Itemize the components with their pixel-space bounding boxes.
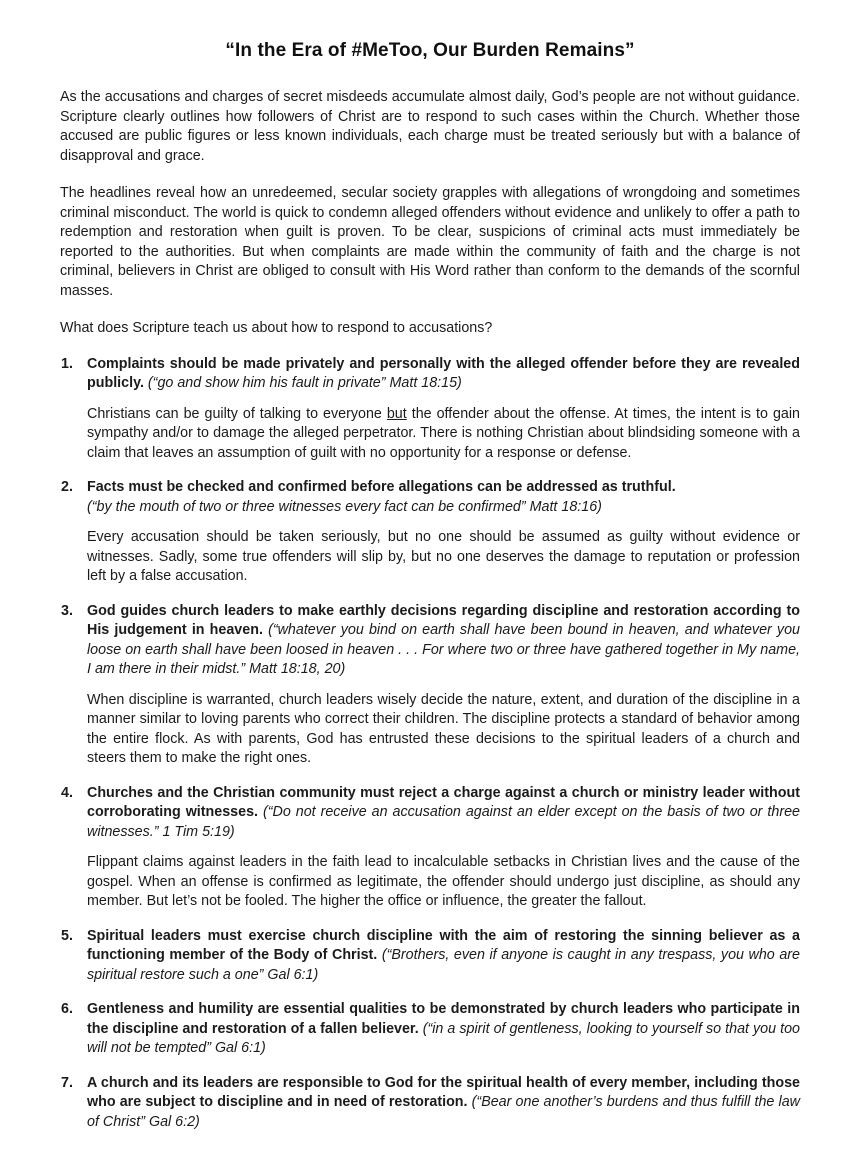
list-item-number: 7. <box>61 1074 73 1091</box>
list-item-heading <box>87 927 800 986</box>
list-item-number: 2. <box>61 479 73 495</box>
list-item-body: When discipline is warranted, church leaders wisely decide the nature, extent, and duration of the discipline in a manner similar to loving parents who correct their children. The discipline protects a standard of behavior among the entire flock. As with parents, God has entrusted these decisions to the spiritual leaders of a church and steers them to make the right ones. <box>87 691 800 766</box>
list-item-citation: (“by the mouth of two or three witnesses every fact can be confirmed” Matt 18:16) <box>87 498 602 515</box>
list-item-body-emphasis: but <box>386 405 407 422</box>
list-item-heading <box>87 1074 800 1133</box>
list-item-number: 6. <box>61 1001 73 1017</box>
list-item-heading-text: Spiritual leaders must exercise church discipline with the aim of restoring the sinning believer as a functioning member of the Body of Christ. <box>87 927 800 963</box>
intro-paragraph-1: As the accusations and charges of secret misdeeds accumulate almost daily, God’s people are not without guidance. Scripture clearly outlines how followers of Christ are to respond to such cases within the Church. Whether those accused are public figures or less known individuals, each charge must be treated seriously but with a balance of disapproval and grace. <box>60 89 800 164</box>
list-item-heading <box>87 1000 800 1059</box>
list-item-heading-text: Gentleness and humility are essential qualities to be demonstrated by church leaders who participate in the discipline and restoration of a fallen believer. <box>87 1001 800 1037</box>
list-item-heading-text: A church and its leaders are responsible to God for the spiritual health of every member, including those who are subject to discipline and in need of restoration. <box>87 1074 800 1110</box>
scripture-question: What does Scripture teach us about how to respond to accusations? <box>60 320 493 336</box>
list-item-heading <box>87 784 800 843</box>
list-item <box>60 1000 800 1059</box>
list-item-heading <box>87 478 800 517</box>
page-title: “In the Era of #MeToo, Our Burden Remains” <box>225 40 635 61</box>
list-item-heading-text: God guides church leaders to make earthly decisions regarding discipline and restoration according to His judgement in heaven. <box>87 602 800 638</box>
list-item <box>60 602 800 769</box>
list-item-body <box>87 405 800 464</box>
list-item-citation: (“go and show him his fault in private” Matt 18:15) <box>147 375 462 391</box>
list-item <box>60 478 800 587</box>
list-item-heading-text: Facts must be checked and confirmed before allegations can be addressed as truthful. <box>87 479 676 495</box>
list-item <box>60 927 800 986</box>
list-item <box>60 784 800 912</box>
list-item-citation: (“Brothers, even if anyone is caught in any trespass, you who are spiritual restore such a one” Gal 6:1) <box>87 947 800 983</box>
list-item-heading-text: Churches and the Christian community must reject a charge against a church or ministry leader without corroborating witnesses. <box>87 784 800 820</box>
list-item-number: 3. <box>61 602 73 619</box>
list-item-heading-text: Complaints should be made privately and personally with the alleged offender before they are revealed publicly. <box>87 355 800 391</box>
list-item-citation: (“Do not receive an accusation against an elder except on the basis of two or three witnesses.” 1 Tim 5:19) <box>87 804 800 840</box>
list-item-body-post: the offender about the offense. At times, the intent is to gain sympathy and/or to damage the alleged perpetrator. There is nothing Christian about blindsiding someone with a claim that leaves an assumption of guilt with no opportunity for a response or defense. <box>87 405 801 461</box>
intro-paragraph-2: The headlines reveal how an unredeemed, secular society grapples with allegations of wrongdoing and sometimes criminal misconduct. The world is quick to condemn alleged offenders without evidence and unlikely to offer a path to redemption and restoration when guilt is proven. To be clear, suspicions of criminal acts must immediately be reported to the authorities. But when complaints are made within the community of faith and the charge is not criminal, believers in Christ are obliged to consult with His Word rather than conform to the demands of the scornful masses. <box>60 185 800 299</box>
list-item-citation: (“Bear one another’s burdens and thus fulfill the law of Christ” Gal 6:2) <box>87 1094 800 1130</box>
list-item <box>60 355 800 464</box>
points-list <box>60 355 800 1133</box>
list-item-citation: (“whatever you bind on earth shall have been bound in heaven, and whatever you loose on earth shall have been loosed in heaven . . . For where two or three have gathered together in My name, I am there in their midst.” Matt 18:18, 20) <box>87 622 800 677</box>
list-item-number: 1. <box>61 355 73 372</box>
list-item-number: 5. <box>61 927 73 944</box>
list-item-heading <box>87 355 800 394</box>
list-item-citation: (“in a spirit of gentleness, looking to yourself so that you too will not be tempted” Gal 6:1) <box>87 1020 800 1056</box>
list-item-body: Flippant claims against leaders in the faith lead to incalculable setbacks in Christian lives and the cause of the gospel. When an offense is confirmed as legitimate, the offender should undergo just discipline, as should any member. But let’s not be fooled. The higher the office or influence, the greater the fallout. <box>87 854 800 909</box>
list-item-body-pre: Christians can be guilty of talking to everyone <box>87 405 387 422</box>
list-item <box>60 1074 800 1133</box>
list-item-body: Every accusation should be taken seriously, but no one should be assumed as guilty without evidence or witnesses. Sadly, some true offenders will slip by, but no one deserves the damage to reputation or profession left by a false accusation. <box>87 529 800 584</box>
list-item-number: 4. <box>61 784 73 801</box>
list-item-heading <box>87 602 800 680</box>
